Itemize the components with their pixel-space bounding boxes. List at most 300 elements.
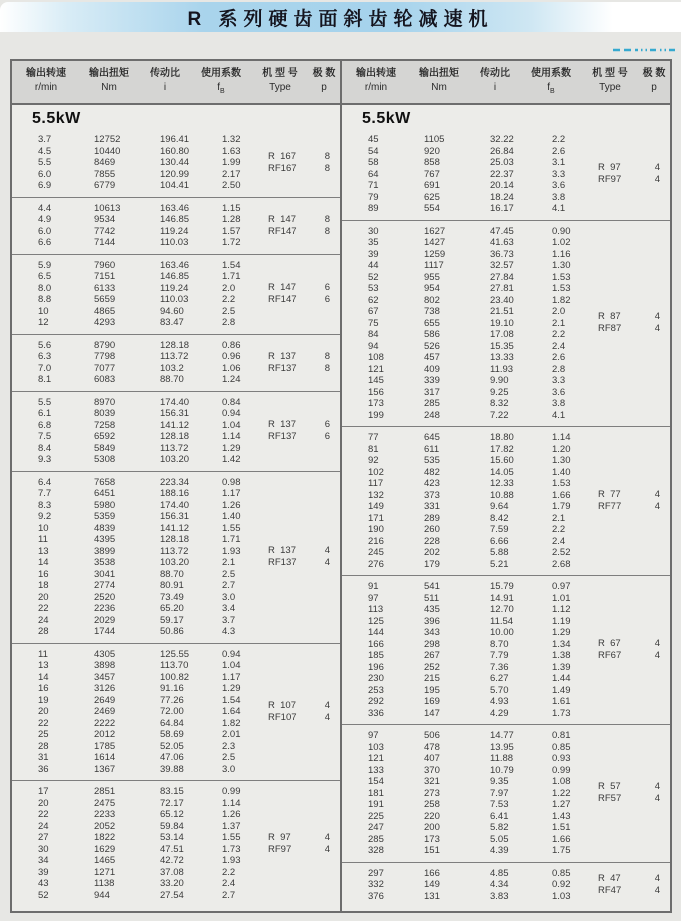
cell-torque: 5659: [94, 294, 116, 305]
cell-ratio: 11.93: [490, 363, 514, 375]
cell-ratio: 5.88: [490, 547, 509, 558]
type-label: RF147: [268, 294, 297, 305]
cell-type: [598, 226, 645, 422]
cell-service-factor: 1.32: [222, 134, 241, 145]
table-row: [38, 511, 268, 523]
cell-ratio: 156.31: [160, 408, 190, 419]
table-row: [368, 341, 598, 353]
cell-speed: 13: [38, 545, 49, 557]
cell-poles: [645, 730, 670, 857]
column-header-unit: i: [163, 82, 167, 93]
cell-speed: 156: [368, 386, 384, 398]
cell-ratio: 146.85: [160, 271, 190, 282]
cell-service-factor: 2.8: [222, 317, 236, 328]
cell-torque: 273: [424, 787, 440, 799]
cell-speed: 16: [38, 568, 49, 580]
cell-speed: 7.5: [38, 431, 52, 442]
cell-ratio: 58.69: [160, 729, 184, 740]
data-rows: [342, 432, 598, 570]
spec-table-right-half: [340, 61, 670, 911]
cell-ratio: 47.51: [160, 843, 184, 855]
cell-service-factor: 3.8: [552, 191, 566, 203]
table-row: [38, 592, 268, 604]
cell-ratio: 141.12: [160, 522, 190, 534]
cell-ratio: 196.41: [160, 134, 190, 145]
column-header-label: 输出扭矩: [89, 68, 129, 79]
table-header-left: [12, 61, 340, 105]
cell-service-factor: 1.03: [552, 890, 571, 902]
data-rows: [12, 649, 268, 776]
table-row: [368, 845, 598, 857]
table-row: [38, 443, 268, 455]
cell-torque: 802: [424, 294, 440, 306]
cell-ratio: 10.79: [490, 764, 514, 776]
cell-torque: 1614: [94, 752, 116, 763]
cell-speed: 125: [368, 615, 384, 627]
cell-torque: 7742: [94, 225, 116, 237]
table-row: [38, 615, 268, 627]
cell-torque: 9534: [94, 214, 116, 225]
cell-ratio: 42.72: [160, 855, 184, 866]
cell-speed: 181: [368, 787, 384, 799]
cell-service-factor: 1.12: [552, 604, 571, 615]
cell-type: [268, 203, 315, 249]
table-row: [368, 650, 598, 662]
cell-service-factor: 2.6: [552, 145, 566, 157]
cell-ratio: 5.05: [490, 833, 509, 845]
data-rows: [342, 730, 598, 857]
cell-torque: 7960: [94, 259, 116, 271]
cell-speed: 28: [38, 626, 49, 637]
cell-speed: 3.7: [38, 134, 52, 145]
cell-speed: 89: [368, 203, 379, 214]
cell-ratio: 12.33: [490, 478, 514, 489]
column-header-label: 传动比: [150, 68, 180, 79]
cell-speed: 173: [368, 398, 384, 409]
cell-ratio: 8.42: [490, 512, 509, 524]
cell-ratio: 15.35: [490, 340, 514, 352]
cell-torque: 407: [424, 753, 440, 764]
cell-torque: 248: [424, 409, 440, 421]
cell-speed: 39: [368, 248, 379, 260]
table-row: [38, 271, 268, 283]
cell-torque: 435: [424, 604, 440, 615]
cell-service-factor: 0.99: [222, 786, 241, 797]
cell-torque: 258: [424, 799, 440, 810]
cell-speed: 285: [368, 833, 384, 845]
cell-ratio: 14.91: [490, 592, 514, 604]
cell-speed: 97: [368, 592, 379, 604]
table-row: [368, 708, 598, 720]
cell-speed: 22: [38, 603, 49, 614]
cell-speed: 8.4: [38, 442, 52, 454]
table-row: [368, 811, 598, 823]
data-rows: [12, 477, 268, 638]
cell-service-factor: 3.8: [552, 398, 566, 409]
table-row: [38, 786, 268, 798]
cell-torque: 586: [424, 329, 440, 340]
table-row: [368, 879, 598, 891]
cell-service-factor: 2.2: [552, 329, 566, 340]
table-row: [368, 685, 598, 697]
cell-torque: 7151: [94, 271, 116, 282]
cell-speed: 5.5: [38, 396, 52, 408]
table-row: [368, 536, 598, 548]
cell-ratio: 146.85: [160, 214, 190, 225]
type-label: R 77: [598, 489, 621, 500]
pole-value: 4: [324, 557, 330, 568]
cell-service-factor: 2.5: [222, 305, 236, 317]
type-label: R 47: [598, 872, 621, 884]
cell-ratio: 21.51: [490, 306, 514, 317]
table-row: [38, 134, 268, 146]
cell-torque: 1744: [94, 626, 116, 637]
cell-service-factor: 0.92: [552, 879, 571, 890]
cell-torque: 482: [424, 466, 440, 478]
cell-service-factor: 1.72: [222, 237, 241, 248]
cell-speed: 103: [368, 741, 384, 753]
cell-speed: 230: [368, 673, 384, 684]
cell-service-factor: 2.4: [552, 535, 566, 547]
cell-ratio: 163.46: [160, 202, 190, 214]
cell-torque: 3899: [94, 545, 116, 557]
column-header-label: 极 数: [642, 68, 666, 79]
pole-value: 4: [324, 545, 330, 556]
cell-speed: 62: [368, 294, 379, 306]
type-label: RF57: [598, 793, 622, 805]
column-header-unit: Type: [599, 82, 621, 93]
cell-service-factor: 1.28: [222, 214, 241, 225]
cell-torque: 3041: [94, 568, 116, 580]
column-header-ratio: [140, 67, 190, 98]
cell-service-factor: 3.0: [222, 591, 236, 603]
cell-torque: 373: [424, 489, 440, 501]
spec-block: [12, 197, 340, 254]
pole-value: 4: [654, 872, 660, 884]
cell-speed: 12: [38, 317, 49, 328]
cell-speed: 154: [368, 776, 384, 787]
cell-torque: 2774: [94, 580, 116, 591]
cell-ratio: 65.20: [160, 603, 184, 614]
cell-poles: [645, 868, 670, 903]
table-row: [38, 660, 268, 672]
cell-torque: 1138: [94, 878, 115, 889]
cell-service-factor: 2.4: [222, 878, 236, 889]
cell-service-factor: 1.82: [222, 717, 241, 729]
table-row: [38, 157, 268, 169]
cell-speed: 328: [368, 845, 384, 856]
cell-service-factor: 2.7: [222, 580, 236, 591]
cell-torque: 409: [424, 363, 440, 375]
cell-ratio: 10.00: [490, 627, 514, 638]
cell-service-factor: 1.04: [222, 419, 241, 431]
cell-ratio: 80.91: [160, 580, 184, 591]
cell-service-factor: 0.85: [552, 867, 571, 879]
cell-ratio: 41.63: [490, 237, 514, 248]
cell-service-factor: 0.84: [222, 396, 241, 408]
cell-service-factor: 1.71: [222, 534, 241, 545]
cell-ratio: 4.29: [490, 707, 509, 719]
cell-ratio: 13.95: [490, 741, 514, 753]
type-label: RF107: [268, 711, 297, 723]
cell-speed: 84: [368, 329, 379, 340]
cell-torque: 541: [424, 581, 440, 592]
cell-speed: 7.7: [38, 488, 52, 499]
table-row: [368, 283, 598, 295]
cell-poles: [315, 203, 340, 249]
cell-poles: [315, 397, 340, 466]
cell-speed: 14: [38, 557, 49, 568]
column-header-poles: [638, 67, 670, 98]
table-row: [368, 742, 598, 754]
cell-ratio: 64.84: [160, 717, 184, 729]
type-label: RF97: [598, 174, 622, 186]
cell-ratio: 14.77: [490, 730, 514, 741]
table-row: [368, 237, 598, 249]
cell-torque: 3457: [94, 671, 116, 683]
cell-torque: 1117: [424, 260, 444, 271]
cell-speed: 276: [368, 558, 384, 570]
cell-ratio: 15.60: [490, 455, 514, 466]
cell-torque: 4395: [94, 534, 116, 545]
table-row: [368, 524, 598, 536]
cell-torque: 526: [424, 340, 440, 352]
data-rows: [342, 581, 598, 719]
cell-speed: 4.9: [38, 214, 52, 225]
column-header-torque: [408, 67, 470, 98]
cell-torque: 12752: [94, 134, 121, 145]
cell-torque: 298: [424, 638, 440, 650]
cell-torque: 645: [424, 432, 440, 443]
cell-speed: 199: [368, 409, 384, 421]
table-row: [368, 730, 598, 742]
cell-service-factor: 3.1: [552, 157, 566, 168]
page-title: R 系列硬齿面斜齿轮减速机: [187, 8, 494, 30]
data-rows: [342, 134, 598, 215]
cell-ratio: 9.64: [490, 501, 509, 512]
cell-ratio: 77.26: [160, 694, 184, 706]
cell-ratio: 5.21: [490, 558, 509, 570]
spec-block: [12, 471, 340, 643]
cell-torque: 767: [424, 168, 440, 180]
column-header-label: 输出转速: [26, 68, 66, 79]
data-rows: [12, 340, 268, 386]
pole-value: 6: [324, 419, 330, 430]
cell-torque: 10440: [94, 145, 121, 157]
column-header-ratio: [470, 67, 520, 98]
cell-speed: 121: [368, 753, 384, 764]
spec-block: [12, 254, 340, 334]
cell-ratio: 19.10: [490, 317, 514, 329]
table-row: [38, 454, 268, 466]
cell-speed: 4.4: [38, 202, 52, 214]
table-row: [38, 878, 268, 890]
cell-speed: 75: [368, 317, 379, 329]
cell-service-factor: 0.96: [222, 351, 241, 362]
cell-speed: 77: [368, 432, 379, 443]
page-title-banner: [0, 2, 681, 32]
cell-ratio: 5.82: [490, 822, 509, 833]
cell-type: [598, 432, 645, 570]
cell-speed: 6.6: [38, 237, 52, 248]
cell-torque: 511: [424, 592, 440, 604]
cell-service-factor: 2.3: [222, 740, 236, 752]
cell-torque: 2029: [94, 614, 116, 626]
table-row: [38, 855, 268, 867]
cell-service-factor: 1.44: [552, 673, 571, 684]
table-row: [38, 260, 268, 272]
cell-service-factor: 4.1: [552, 409, 566, 421]
cell-torque: 2233: [94, 809, 116, 820]
cell-speed: 121: [368, 363, 384, 375]
cell-service-factor: 2.01: [222, 729, 241, 740]
cell-speed: 292: [368, 696, 384, 707]
cell-torque: 1785: [94, 740, 116, 752]
type-label: RF67: [598, 650, 622, 661]
cell-service-factor: 0.99: [552, 764, 571, 776]
cell-ratio: 26.84: [490, 145, 514, 157]
cell-service-factor: 1.42: [222, 454, 241, 465]
type-label: RF137: [268, 362, 297, 374]
cell-ratio: 4.34: [490, 879, 509, 890]
spec-block: [342, 724, 670, 862]
cell-ratio: 72.00: [160, 706, 184, 717]
cell-ratio: 103.2: [160, 362, 184, 374]
pole-value: 8: [324, 362, 330, 374]
cell-torque: 289: [424, 512, 440, 524]
cell-ratio: 37.08: [160, 866, 184, 878]
table-row: [368, 490, 598, 502]
cell-torque: 2475: [94, 797, 116, 809]
column-header-label: 使用系数: [531, 68, 571, 79]
cell-torque: 7855: [94, 168, 116, 180]
cell-ratio: 119.24: [160, 225, 189, 237]
column-header-label: 极 数: [312, 68, 336, 79]
pole-value: 4: [324, 699, 330, 711]
cell-torque: 200: [424, 822, 440, 833]
cell-ratio: 88.70: [160, 568, 184, 580]
pole-value: 4: [654, 884, 660, 896]
data-rows: [12, 203, 268, 249]
table-row: [38, 557, 268, 569]
pole-value: 4: [654, 174, 660, 186]
table-row: [38, 203, 268, 215]
type-label: RF47: [598, 884, 622, 896]
cell-type: [268, 134, 315, 192]
cell-speed: 8.0: [38, 282, 52, 294]
cell-ratio: 4.85: [490, 867, 509, 879]
cell-ratio: 7.59: [490, 524, 509, 535]
cell-ratio: 14.05: [490, 466, 514, 478]
cell-torque: 423: [424, 478, 440, 489]
table-row: [38, 397, 268, 409]
table-row: [368, 593, 598, 605]
type-label: RF97: [268, 843, 292, 855]
column-header-speed: [14, 67, 78, 98]
cell-torque: 3538: [94, 557, 116, 568]
cell-ratio: 4.39: [490, 845, 509, 856]
table-row: [38, 534, 268, 546]
cell-speed: 185: [368, 650, 384, 661]
type-label: R 147: [268, 213, 296, 225]
cell-speed: 64: [368, 168, 379, 180]
cell-torque: 7258: [94, 419, 116, 431]
cell-service-factor: 1.53: [552, 478, 571, 489]
table-row: [368, 169, 598, 181]
cell-service-factor: 1.66: [552, 489, 571, 501]
cell-torque: 5359: [94, 511, 116, 522]
cell-type: [268, 340, 315, 386]
table-row: [368, 364, 598, 376]
column-header-unit: Type: [269, 82, 291, 93]
cell-torque: 1822: [94, 832, 116, 843]
cell-ratio: 160.80: [160, 145, 190, 157]
spec-table: [10, 59, 672, 913]
cell-speed: 27: [38, 832, 49, 843]
column-header-label: 使用系数: [201, 68, 241, 79]
cell-torque: 1271: [94, 866, 116, 878]
cell-torque: 169: [424, 696, 440, 707]
cell-torque: 4865: [94, 305, 116, 317]
cell-ratio: 103.20: [160, 454, 190, 465]
cell-speed: 20: [38, 706, 49, 717]
table-row: [368, 134, 598, 146]
cell-ratio: 223.34: [160, 476, 190, 488]
cell-speed: 10: [38, 522, 49, 534]
cell-poles: [315, 134, 340, 192]
cell-speed: 6.9: [38, 180, 52, 191]
cell-service-factor: 2.2: [222, 866, 236, 878]
cell-torque: 554: [424, 203, 440, 214]
table-row: [38, 340, 268, 352]
cell-service-factor: 3.0: [222, 763, 236, 775]
cell-service-factor: 1.79: [552, 501, 571, 512]
cell-speed: 5.5: [38, 157, 52, 168]
cell-torque: 7798: [94, 351, 116, 362]
table-row: [368, 444, 598, 456]
pole-value: 4: [654, 311, 660, 323]
cell-service-factor: 1.14: [552, 432, 571, 443]
cell-service-factor: 2.2: [552, 524, 566, 535]
type-label: RF137: [268, 431, 297, 442]
cell-torque: 2012: [94, 729, 116, 740]
cell-speed: 196: [368, 661, 384, 673]
cell-service-factor: 0.81: [552, 730, 571, 741]
table-row: [38, 420, 268, 432]
cell-service-factor: 1.19: [552, 615, 571, 627]
cell-service-factor: 1.14: [222, 431, 241, 442]
table-row: [368, 192, 598, 204]
cell-ratio: 36.73: [490, 248, 514, 260]
cell-service-factor: 1.49: [552, 684, 571, 696]
type-label: RF77: [598, 501, 622, 512]
cell-speed: 225: [368, 810, 384, 822]
cell-ratio: 8.32: [490, 398, 509, 409]
cell-ratio: 7.22: [490, 409, 509, 421]
cell-speed: 245: [368, 547, 384, 558]
table-row: [38, 603, 268, 615]
cell-service-factor: 1.93: [222, 545, 241, 557]
cell-type: [598, 868, 645, 903]
table-row: [368, 180, 598, 192]
table-row: [38, 146, 268, 158]
cell-service-factor: 1.75: [552, 845, 571, 856]
cell-service-factor: 2.7: [222, 889, 236, 901]
cell-speed: 297: [368, 867, 384, 879]
cell-service-factor: 1.64: [222, 706, 241, 717]
cell-torque: 215: [424, 673, 440, 684]
cell-service-factor: 1.17: [222, 671, 241, 683]
